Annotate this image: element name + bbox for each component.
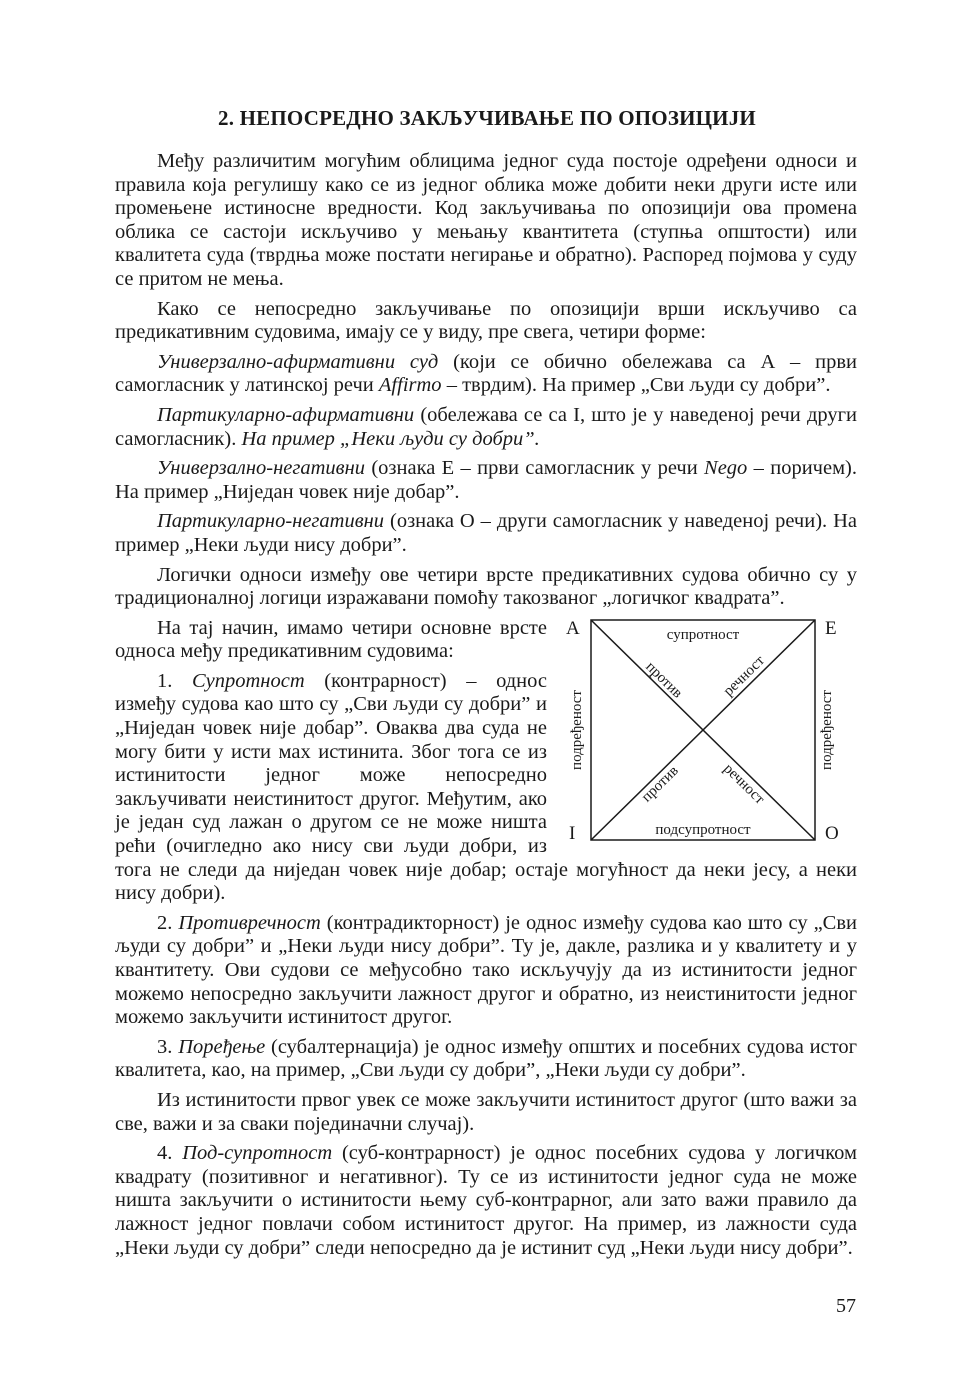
contradiction-label-bl: против — [638, 762, 682, 806]
contradiction-label-tl: против — [642, 658, 686, 702]
corner-i-label: I — [569, 822, 576, 844]
contrariety-label: супротност — [666, 626, 740, 643]
item-number: 1. — [157, 669, 192, 692]
term-i: Партикуларно-афирмативни — [157, 403, 415, 426]
text-span: (који се обично обележава са А – први самогласник у латинској речи — [115, 350, 857, 397]
page-number: 57 — [836, 1295, 856, 1317]
body-text — [115, 150, 857, 1266]
text-span: (контрарност) – однос између судова као што су „Сви људи су добри” и „Ниједан човек није добар”. Оваква два суда не могу бити у исти мах истинита. Због тога се из истинитости једног може непосредно закључивати неистинитост другог. Међутим, ако је један суд лажан о другом се не може ништа рећи (очигледно ако нису сви људи добри, из тога не следи да ниједан човек није добар; остаје могућност да неки јесу, а неки нису добри). — [115, 669, 857, 905]
term-contrariety: Супротност — [191, 669, 305, 692]
paragraph-8: На тај начин, имамо четири основне врсте односа међу предикативним судовима: — [115, 616, 547, 663]
term-subalternation: Поређење — [178, 1035, 266, 1058]
text-span: (ознака Е – први самогласник у речи — [365, 457, 705, 480]
paragraph-10 — [115, 912, 857, 1030]
paragraph-11 — [115, 1036, 857, 1083]
text-span: (суб-контрарност) је однос посебних судова у логичком квадрату (позитивног и негативног). Ту се из истинитости једног суда не може ништа закључити о истинитости њему суб-контрарног, али зато важи правило да лажност једног повлачи собом истинитост другог. На пример, из лажности суда „Неки људи су добри” следи непосредно да је истинит суд „Неки људи нису добри”. — [115, 1142, 857, 1259]
paragraph-4 — [115, 404, 857, 451]
item-number: 4. — [157, 1142, 183, 1165]
corner-o-label: О — [825, 822, 839, 844]
term-o: Партикуларно-негативни — [157, 510, 385, 533]
text-span: (субалтернација) је однос између општих и посебних судова истог квалитета, као, на пример, „Сви људи су добри”, „Неки људи су добри”. — [115, 1035, 858, 1082]
paragraph-3 — [115, 351, 857, 398]
text-span: (контрадикторност) је однос између судова као што су „Сви људи су добри” и „Неки људи нису добри”. Ту је, дакле, разлика и у квалитету и у квантитету. Ови судови се међусобно тако искључују да из истинитости једног можемо непосредно закључити лажност другог и обратно, из неистинитости једног можемо закључити истинитост другог. — [115, 911, 857, 1029]
term-subcontrariety: Под-супротност — [182, 1142, 333, 1165]
contradiction-label-tr: речност — [720, 652, 768, 700]
paragraph-13 — [115, 1142, 857, 1260]
paragraph-7: Логички односи између ове четири врсте предикативних судова обично су у традиционалној логици изражавани помоћу такозваног „логичког квадрата”. — [115, 563, 857, 610]
latin-word: Affirmo — [378, 374, 442, 397]
example-text: На пример „Неки људи су добри”. — [241, 427, 540, 450]
text-span: (обележава се са I, што је у наведеној речи други самогласник). — [115, 403, 857, 450]
paragraph-5 — [115, 457, 857, 504]
paragraph-1: Међу различитим могућим облицима једног суда постоје одређени односи и правила која регулишу како се из једног облика може добити неки други исте или промењене истиносне вредности. Код закључивања по опозицији ова промена облика се састоји искључиво у мењању квантитета (ступња општости) или квалитета суда (тврдња може постати негирање и обратно). Распоред појмова у суду се притом не мења. — [115, 150, 857, 290]
paragraph-2: Како се непосредно закључивање по опозицији врши искључиво са предикативним судовима, имају се у виду, пре свега, четири форме: — [115, 297, 857, 344]
term-contradiction: Противречност — [178, 911, 321, 934]
paragraph-12: Из истинитости првог увек се може закључити истинитост другог (што важи за све, важи и за сваки појединачни случај). — [115, 1088, 857, 1135]
item-number: 2. — [157, 911, 179, 934]
text-span: (ознака О – други самогласник у наведеној речи). На пример „Неки људи нису добри”. — [115, 510, 857, 556]
term-a: Универзално-афирмативни суд — [157, 350, 439, 373]
corner-e-label: Е — [825, 617, 837, 639]
corner-a-label: А — [566, 617, 580, 639]
logical-square-figure — [561, 617, 861, 849]
text-span: – поричем). На пример „Ниједан човек није добар”. — [115, 457, 857, 503]
item-number: 3. — [157, 1035, 179, 1058]
section-title: 2. НЕПОСРЕДНО ЗАКЉУЧИВАЊЕ ПО ОПОЗИЦИЈИ — [218, 106, 756, 130]
latin-word: Nego — [704, 457, 748, 480]
text-span: – тврдим). На пример „Сви људи су добри”. — [441, 374, 831, 397]
subcontrariety-label: подсупротност — [655, 821, 751, 838]
paragraph-6 — [115, 510, 857, 557]
term-e: Универзално-негативни — [157, 457, 366, 480]
subalternation-right-label: подређеност — [819, 689, 835, 770]
subalternation-left-label: подређеност — [569, 689, 585, 770]
contradiction-label-br: речност — [720, 760, 768, 808]
logical-square-diagram — [561, 617, 861, 849]
